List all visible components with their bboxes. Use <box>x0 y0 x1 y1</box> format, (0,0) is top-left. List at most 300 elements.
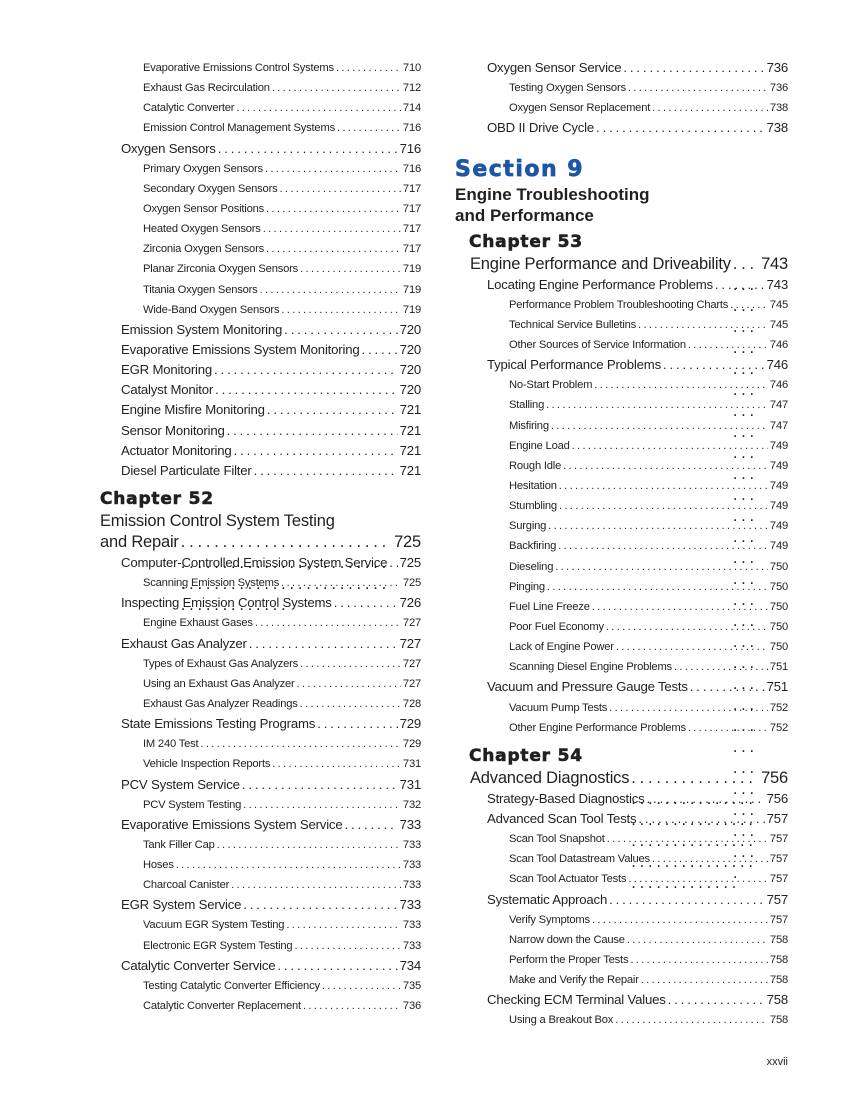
toc-subentry[interactable] <box>100 835 421 855</box>
entry-title: Types of Exhaust Gas Analyzers <box>143 657 299 670</box>
toc-subentry[interactable] <box>100 239 421 259</box>
toc-subentry[interactable] <box>100 654 421 674</box>
toc-entry[interactable] <box>455 990 788 1010</box>
dot-leader <box>266 199 401 219</box>
dot-leader <box>555 557 768 577</box>
dot-leader <box>176 855 401 875</box>
toc-subentry[interactable] <box>100 996 421 1016</box>
dot-leader <box>652 98 768 118</box>
entry-page: 752 <box>769 701 788 714</box>
dot-leader <box>200 734 400 754</box>
entry-page: 758 <box>769 953 788 966</box>
dot-leader <box>227 421 398 441</box>
entry-page: 757 <box>769 833 788 846</box>
toc-entry[interactable] <box>100 461 421 481</box>
entry-page: 738 <box>766 120 788 136</box>
chapter-54-label: Chapter 54 <box>469 745 583 766</box>
entry-page: 733 <box>402 879 421 892</box>
entry-title: Catalyst Monitor <box>121 382 214 398</box>
entry-title: Catalytic Converter Replacement <box>143 1000 301 1013</box>
toc-entry[interactable] <box>100 380 421 400</box>
entry-title: Primary Oxygen Sensors <box>143 162 263 175</box>
entry-page: 727 <box>402 617 421 630</box>
entry-page: 720 <box>399 321 421 337</box>
entry-title: State Emissions Testing Programs <box>121 716 316 732</box>
entry-page: 751 <box>766 679 788 695</box>
dot-leader <box>609 890 765 910</box>
toc-subentry[interactable] <box>455 910 788 930</box>
dot-leader <box>594 375 768 395</box>
dot-leader <box>337 118 401 138</box>
entry-title: Emission Control Management Systems <box>143 122 335 135</box>
dot-leader <box>546 395 768 415</box>
entry-title: Locating Engine Performance Problems <box>487 276 713 292</box>
dot-leader <box>297 674 401 694</box>
toc-subentry[interactable] <box>455 516 788 536</box>
toc-subentry[interactable] <box>100 754 421 774</box>
entry-page: 736 <box>769 82 788 95</box>
toc-subentry[interactable] <box>100 118 421 138</box>
entry-title: Oxygen Sensors <box>121 140 216 156</box>
toc-subentry[interactable] <box>100 159 421 179</box>
entry-title: Vacuum and Pressure Gauge Tests <box>487 679 688 695</box>
toc-subentry[interactable] <box>100 674 421 694</box>
entry-title: Testing Catalytic Converter Efficiency <box>143 979 320 992</box>
dot-leader <box>260 280 401 300</box>
entry-title: Pinging <box>509 580 545 593</box>
entry-page: 729 <box>399 716 421 732</box>
entry-page: 720 <box>399 341 421 357</box>
toc-entry[interactable] <box>100 956 421 976</box>
entry-page: 750 <box>769 580 788 593</box>
toc-subentry[interactable] <box>100 300 421 320</box>
dot-leader <box>627 930 768 950</box>
entry-page: 721 <box>399 442 421 458</box>
entry-title: Stumbling <box>509 500 557 513</box>
entry-page: 757 <box>769 873 788 886</box>
entry-title: Scan Tool Snapshot <box>509 833 605 846</box>
entry-title: Oxygen Sensor Service <box>487 60 622 75</box>
entry-page: 751 <box>769 661 788 674</box>
toc-entry[interactable] <box>100 634 421 654</box>
dot-leader <box>663 355 765 375</box>
toc-subentry[interactable] <box>455 536 788 556</box>
entry-page: 747 <box>769 419 788 432</box>
toc-subentry[interactable] <box>455 1010 788 1030</box>
dot-leader <box>286 915 401 935</box>
entry-title: Misfiring <box>509 419 549 432</box>
toc-entry[interactable] <box>100 139 421 159</box>
dot-leader <box>300 654 401 674</box>
entry-title: Other Engine Performance Problems <box>509 721 686 734</box>
entry-page: 757 <box>769 913 788 926</box>
entry-page: 746 <box>769 338 788 351</box>
toc-entry[interactable] <box>455 890 788 910</box>
entry-title: Engine Exhaust Gases <box>143 617 253 630</box>
toc-right-column <box>455 58 788 1030</box>
entry-page: 757 <box>769 853 788 866</box>
dot-leader <box>300 694 401 714</box>
entry-title: Hoses <box>143 859 174 872</box>
toc-entry[interactable] <box>100 593 421 613</box>
entry-title: Poor Fuel Economy <box>509 620 604 633</box>
entry-title: EGR System Service <box>121 897 242 913</box>
entry-page: 727 <box>402 657 421 670</box>
entry-page: 749 <box>769 459 788 472</box>
toc-subentry[interactable] <box>100 734 421 754</box>
entry-title: Evaporative Emissions System Monitoring <box>121 341 360 357</box>
toc-subentry[interactable] <box>100 915 421 935</box>
toc-subentry[interactable] <box>455 698 788 718</box>
dot-leader <box>263 219 401 239</box>
entry-title: Charcoal Canister <box>143 879 230 892</box>
entry-page: 727 <box>402 677 421 690</box>
toc-entry[interactable] <box>100 895 421 915</box>
toc-subentry[interactable] <box>100 613 421 633</box>
dot-leader <box>563 456 768 476</box>
entry-page: 757 <box>766 891 788 907</box>
toc-subentry[interactable] <box>455 869 788 889</box>
entry-title: Typical Performance Problems <box>487 357 661 373</box>
entry-page: 726 <box>399 595 421 611</box>
toc-entries <box>455 275 788 738</box>
dot-leader <box>592 597 768 617</box>
dot-leader <box>623 58 764 78</box>
entry-page: 719 <box>402 263 421 276</box>
dot-leader <box>668 990 765 1010</box>
dot-leader <box>303 996 401 1016</box>
toc-entry[interactable] <box>455 677 788 697</box>
entry-title: Emission System Monitoring <box>121 321 283 337</box>
dot-leader <box>215 380 398 400</box>
dot-leader <box>231 875 401 895</box>
dot-leader <box>558 536 768 556</box>
entry-title: Zirconia Oxygen Sensors <box>143 243 265 256</box>
toc-subentry[interactable] <box>455 496 788 516</box>
entry-page: 731 <box>399 776 421 792</box>
entry-title: Scan Tool Actuator Tests <box>509 873 627 886</box>
dot-leader <box>281 300 401 320</box>
dot-leader <box>559 496 768 516</box>
chapter-53-title: Engine Performance and Driveability <box>470 254 731 273</box>
toc-subentry[interactable] <box>455 557 788 577</box>
dot-leader <box>280 179 401 199</box>
dot-leader <box>236 98 401 118</box>
dot-leader <box>615 1010 768 1030</box>
entry-title: Surging <box>509 520 547 533</box>
entry-title: Narrow down the Cause <box>509 933 625 946</box>
dot-leader <box>214 360 398 380</box>
entry-title: Actuator Monitoring <box>121 442 232 458</box>
toc-entry[interactable] <box>455 809 788 829</box>
entry-title: Diesel Particulate Filter <box>121 462 252 478</box>
entry-title: Titania Oxygen Sensors <box>143 283 258 296</box>
dot-leader <box>715 275 765 295</box>
toc-subentry[interactable] <box>455 476 788 496</box>
toc-entries <box>455 789 788 1031</box>
toc-subentry[interactable] <box>455 456 788 476</box>
entry-page: 725 <box>402 577 421 590</box>
entry-title: Secondary Oxygen Sensors <box>143 182 278 195</box>
entry-title: Scanning Emission Systems <box>143 577 280 590</box>
toc-subentry[interactable] <box>100 58 421 78</box>
entry-title: Inspecting Emission Control Systems <box>121 595 332 611</box>
toc-entry[interactable] <box>100 441 421 461</box>
toc-subentry[interactable] <box>100 78 421 98</box>
dot-leader <box>277 956 397 976</box>
toc-subentry[interactable] <box>100 98 421 118</box>
entry-page: 757 <box>766 810 788 826</box>
toc-entry[interactable] <box>100 714 421 734</box>
entry-title: Exhaust Gas Recirculation <box>143 82 270 95</box>
toc-subentry[interactable] <box>100 280 421 300</box>
entry-title: Planar Zirconia Oxygen Sensors <box>143 263 299 276</box>
entry-page: 750 <box>769 600 788 613</box>
toc-entry[interactable] <box>100 775 421 795</box>
entry-page: 716 <box>402 122 421 135</box>
entry-title: Stalling <box>509 399 545 412</box>
toc-entry[interactable] <box>455 355 788 375</box>
dot-leader <box>272 754 401 774</box>
toc-entry[interactable] <box>455 275 788 295</box>
dot-leader <box>272 78 401 98</box>
toc-subentry[interactable] <box>100 976 421 996</box>
chapter-52-title-entry[interactable] <box>100 532 421 553</box>
toc-subentry[interactable] <box>455 930 788 950</box>
dot-leader <box>616 637 768 657</box>
entry-page: 717 <box>402 182 421 195</box>
toc-subentry[interactable] <box>100 795 421 815</box>
dot-leader <box>300 259 401 279</box>
dot-leader <box>218 139 398 159</box>
dot-leader <box>284 320 397 340</box>
entry-page: 721 <box>399 422 421 438</box>
toc-subentry[interactable] <box>455 315 788 335</box>
toc-subentry[interactable] <box>455 718 788 738</box>
dot-leader <box>628 78 768 98</box>
toc-subentry[interactable] <box>100 259 421 279</box>
toc-subentry[interactable] <box>455 375 788 395</box>
entry-page: 733 <box>402 838 421 851</box>
entry-page: 758 <box>769 974 788 987</box>
entry-title: Evaporative Emissions Control Systems <box>143 62 334 74</box>
entry-title: Verify Symptoms <box>509 913 590 926</box>
entry-title: Performance Problem Troubleshooting Charts <box>509 298 729 311</box>
toc-entry[interactable] <box>100 400 421 420</box>
dot-leader <box>730 295 768 315</box>
entry-title: Other Sources of Service Information <box>509 338 686 351</box>
toc-subentry[interactable] <box>455 657 788 677</box>
chapter-54-page: 756 <box>761 768 788 787</box>
entry-title: Using an Exhaust Gas Analyzer <box>143 677 295 690</box>
toc-entries <box>100 58 421 481</box>
entry-title: Exhaust Gas Analyzer Readings <box>143 697 298 710</box>
toc-subentry[interactable] <box>100 199 421 219</box>
toc-subentry[interactable] <box>455 416 788 436</box>
entry-page: 758 <box>769 1014 788 1027</box>
entry-page: 746 <box>769 379 788 392</box>
dot-leader <box>255 613 401 633</box>
entry-title: Scan Tool Datastream Values <box>509 853 650 866</box>
toc-subentry[interactable] <box>100 855 421 875</box>
dot-leader <box>243 795 401 815</box>
toc-entry[interactable] <box>455 118 788 138</box>
entry-page: 749 <box>769 479 788 492</box>
entry-page: 717 <box>402 223 421 236</box>
entry-title: Strategy-Based Diagnostics <box>487 790 645 806</box>
toc-subentry[interactable] <box>100 694 421 714</box>
toc-entries <box>100 553 421 1016</box>
dot-leader <box>336 58 401 78</box>
section-9-title-line1: Engine Troubleshooting <box>455 184 650 204</box>
toc-subentry[interactable] <box>100 875 421 895</box>
dot-leader <box>688 718 768 738</box>
entry-title: Catalytic Converter <box>143 102 235 115</box>
toc-subentry[interactable] <box>455 829 788 849</box>
entry-page: 750 <box>769 641 788 654</box>
entry-title: Wide-Band Oxygen Sensors <box>143 303 280 316</box>
entry-page: 733 <box>402 859 421 872</box>
entry-page: 721 <box>399 402 421 418</box>
toc-entry[interactable] <box>455 58 788 78</box>
entry-title: Make and Verify the Repair <box>509 974 639 987</box>
dot-leader <box>606 617 768 637</box>
dot-leader <box>607 829 768 849</box>
dot-leader <box>630 950 768 970</box>
toc-subentry[interactable] <box>100 219 421 239</box>
toc-entry[interactable] <box>100 421 421 441</box>
toc-entry[interactable] <box>100 320 421 340</box>
entry-page: 736 <box>402 1000 421 1013</box>
entry-page: 758 <box>766 992 788 1008</box>
dot-leader <box>652 849 768 869</box>
entry-title: Systematic Approach <box>487 891 608 907</box>
entry-page: 758 <box>769 933 788 946</box>
entry-page: 749 <box>769 520 788 533</box>
dot-leader <box>334 593 398 613</box>
entry-page: 745 <box>769 298 788 311</box>
entry-title: No-Start Problem <box>509 379 593 392</box>
dot-leader <box>322 976 401 996</box>
entry-title: Vacuum Pump Tests <box>509 701 608 714</box>
toc-subentry[interactable] <box>100 179 421 199</box>
entry-page: 733 <box>402 919 421 932</box>
entry-page: 714 <box>402 102 421 115</box>
entry-title: Perform the Proper Tests <box>509 953 629 966</box>
dot-leader <box>592 910 768 930</box>
entry-page: 720 <box>399 382 421 398</box>
entry-page: 733 <box>399 897 421 913</box>
chapter-53-title-entry[interactable] <box>455 254 788 275</box>
dot-leader <box>641 970 768 990</box>
chapter-54-title-entry[interactable] <box>455 768 788 789</box>
entry-page: 733 <box>399 816 421 832</box>
dot-leader <box>638 315 768 335</box>
dot-leader <box>596 118 765 138</box>
dot-leader <box>242 775 398 795</box>
entry-page: 716 <box>399 140 421 156</box>
dot-leader <box>294 936 400 956</box>
chapter-53-label: Chapter 53 <box>469 231 583 252</box>
entry-page: 732 <box>402 798 421 811</box>
entry-title: Engine Load <box>509 439 570 452</box>
entry-page: 749 <box>769 439 788 452</box>
entry-page: 716 <box>402 162 421 175</box>
toc-entry[interactable] <box>100 360 421 380</box>
toc-subentry[interactable] <box>100 936 421 956</box>
toc-subentry[interactable] <box>455 637 788 657</box>
toc-subentry[interactable] <box>455 335 788 355</box>
toc-entry[interactable] <box>100 340 421 360</box>
chapter-52-label: Chapter 52 <box>100 488 214 509</box>
chapter-53-page: 743 <box>761 254 788 273</box>
dot-leader <box>267 400 398 420</box>
entry-page: 731 <box>402 758 421 771</box>
dot-leader <box>217 835 401 855</box>
toc-subentry[interactable] <box>455 98 788 118</box>
entry-title: Oxygen Sensor Positions <box>143 202 265 215</box>
entry-title: Tank Filler Cap <box>143 838 215 851</box>
dot-leader <box>389 553 397 573</box>
dot-leader <box>628 869 768 889</box>
entry-page: 733 <box>402 939 421 952</box>
entry-page: 734 <box>399 957 421 973</box>
dot-leader <box>254 461 398 481</box>
toc-subentry[interactable] <box>455 597 788 617</box>
toc-subentry[interactable] <box>455 295 788 315</box>
entry-page: 749 <box>769 540 788 553</box>
toc-subentry[interactable] <box>100 573 421 593</box>
entry-page: 747 <box>769 399 788 412</box>
toc-subentry[interactable] <box>455 395 788 415</box>
entry-title: Technical Service Bulletins <box>509 318 637 331</box>
dot-leader <box>674 657 768 677</box>
dot-leader <box>344 815 397 835</box>
section-9-label: Section 9 <box>455 156 585 182</box>
entry-page: 756 <box>766 790 788 806</box>
toc-subentry[interactable] <box>455 617 788 637</box>
toc-entry[interactable] <box>100 815 421 835</box>
dot-leader <box>361 340 397 360</box>
entry-page: 725 <box>399 554 421 570</box>
chapter-52-title-line2: and Repair <box>100 532 179 551</box>
dot-leader <box>234 441 398 461</box>
entry-title: Dieseling <box>509 560 554 573</box>
entry-title: EGR Monitoring <box>121 362 213 378</box>
entry-title: Exhaust Gas Analyzer <box>121 635 247 651</box>
page-number: xxvii <box>766 1056 788 1068</box>
entry-page: 749 <box>769 500 788 513</box>
dot-leader <box>548 516 768 536</box>
toc-subentry[interactable] <box>455 970 788 990</box>
toc-subentry[interactable] <box>455 950 788 970</box>
toc-subentry[interactable] <box>455 577 788 597</box>
entry-title: Heated Oxygen Sensors <box>143 223 261 236</box>
toc-entry[interactable] <box>455 789 788 809</box>
toc-subentry[interactable] <box>455 78 788 98</box>
entry-title: Checking ECM Terminal Values <box>487 992 666 1008</box>
toc-subentry[interactable] <box>455 849 788 869</box>
entry-page: 720 <box>399 362 421 378</box>
entry-title: PCV System Service <box>121 776 240 792</box>
entry-page: 736 <box>766 60 788 75</box>
toc-entry[interactable] <box>100 553 421 573</box>
entry-page: 727 <box>399 635 421 651</box>
entry-title: Computer-Controlled Emission System Service <box>121 554 388 570</box>
dot-leader <box>647 789 765 809</box>
dot-leader <box>638 809 764 829</box>
toc-subentry[interactable] <box>455 436 788 456</box>
